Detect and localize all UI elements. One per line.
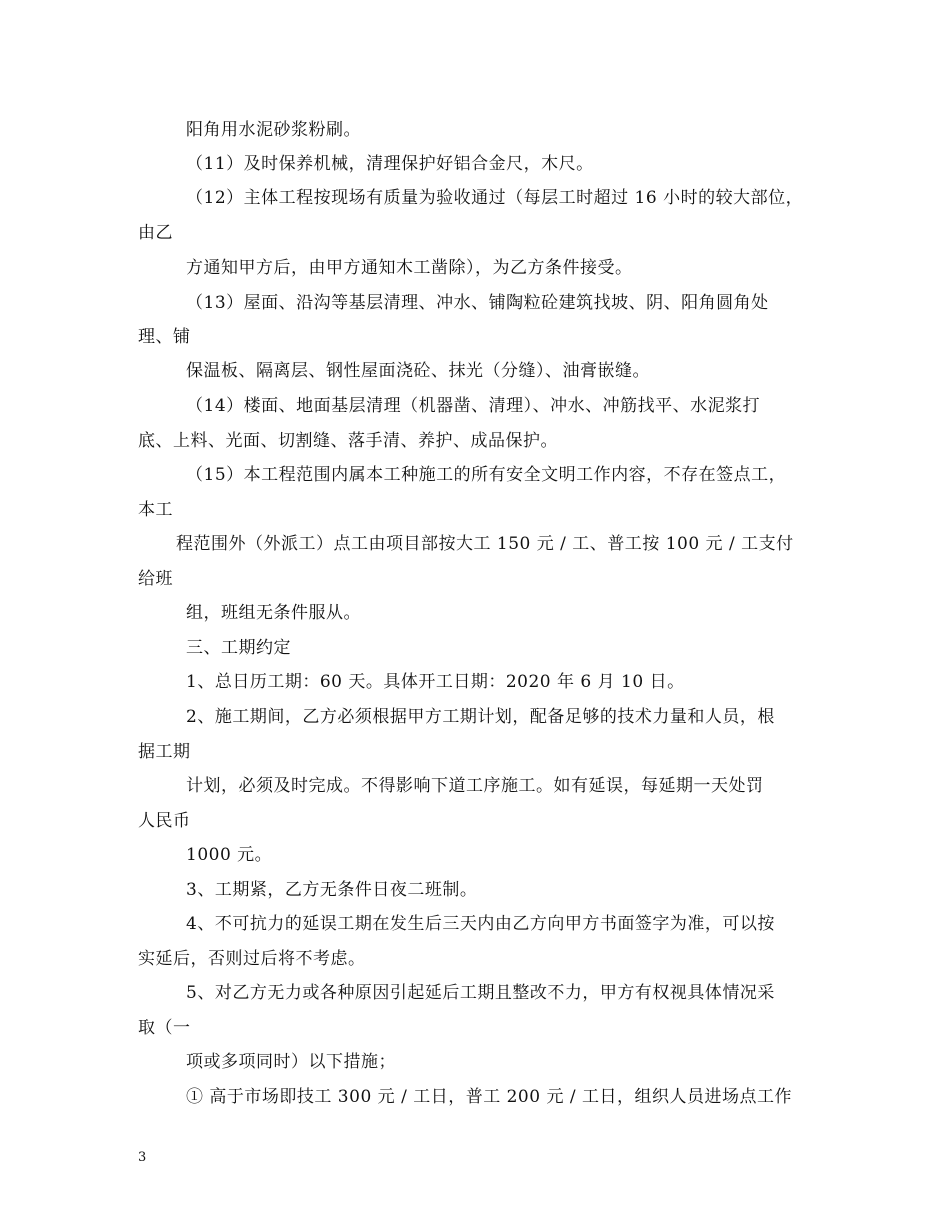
text-line: （15）本工程范围内属本工种施工的所有安全文明工作内容，不存在签点工， xyxy=(186,465,787,485)
text-line: ① 高于市场即技工 300 元 / 工日，普工 200 元 / 工日，组织人员进场点工作 xyxy=(186,1087,792,1107)
text-line: （14）楼面、地面基层清理（机器凿、清理）、冲水、冲筋找平、水泥浆打 xyxy=(186,396,761,416)
text-line: 由乙 xyxy=(138,223,173,243)
text-line: 2、施工期间，乙方必须根据甲方工期计划，配备足够的技术力量和人员，根 xyxy=(186,707,775,727)
text-line: 方通知甲方后，由甲方通知木工凿除），为乙方条件接受。 xyxy=(186,258,633,278)
text-line: 给班 xyxy=(138,569,173,589)
text-line: 1000 元。 xyxy=(186,845,273,865)
text-line: 取（一 xyxy=(138,1018,191,1038)
text-line: 底、上料、光面、切割缝、落手清、养护、成品保护。 xyxy=(138,431,558,451)
text-line: （13）屋面、沿沟等基层清理、冲水、铺陶粒砼建筑找坡、阴、阳角圆角处 xyxy=(186,293,769,313)
text-line: 本工 xyxy=(138,500,173,520)
text-line: 3、工期紧，乙方无条件日夜二班制。 xyxy=(186,880,478,900)
text-line: 程范围外（外派工）点工由项目部按大工 150 元 / 工、普工按 100 元 / 工支付 xyxy=(176,534,794,554)
text-line: 1、总日历工期：60 天。具体开工日期：2020 年 6 月 10 日。 xyxy=(186,672,685,692)
text-line: （11）及时保养机械，清理保护好铝合金尺，木尺。 xyxy=(186,154,594,174)
text-line: （12）主体工程按现场有质量为验收通过（每层工时超过 16 小时的较大部位， xyxy=(186,188,804,208)
text-line: 组，班组无条件服从。 xyxy=(186,603,361,623)
text-line: 理、铺 xyxy=(138,327,191,347)
text-line: 保温板、隔离层、钢性屋面浇砼、抹光（分缝）、油膏嵌缝。 xyxy=(186,361,650,381)
text-line: 4、不可抗力的延误工期在发生后三天内由乙方向甲方书面签字为准，可以按 xyxy=(186,914,775,934)
page-number: 3 xyxy=(138,1150,147,1165)
text-line: 阳角用水泥砂浆粉刷。 xyxy=(186,120,361,140)
section-heading: 三、工期约定 xyxy=(186,638,291,658)
text-line: 项或多项同时）以下措施； xyxy=(186,1052,396,1072)
text-line: 人民币 xyxy=(138,811,191,831)
text-line: 计划，必须及时完成。不得影响下道工序施工。如有延误，每延期一天处罚 xyxy=(186,776,764,796)
text-line: 5、对乙方无力或各种原因引起延后工期且整改不力，甲方有权视具体情况采 xyxy=(186,983,775,1003)
text-line: 实延后，否则过后将不考虑。 xyxy=(138,949,366,969)
text-line: 据工期 xyxy=(138,742,191,762)
